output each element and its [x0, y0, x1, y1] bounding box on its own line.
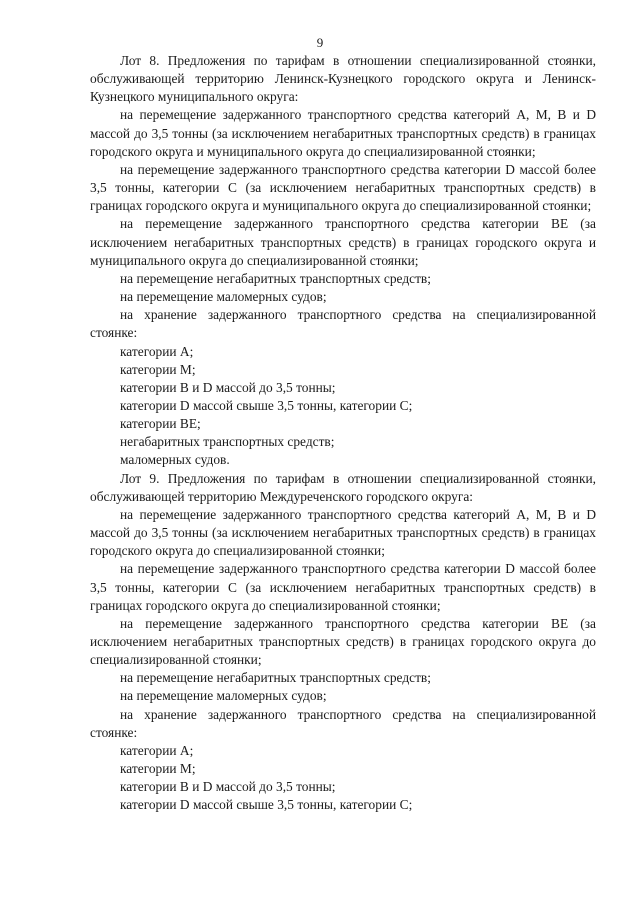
list-item: на перемещение маломерных судов; [120, 289, 327, 305]
list-item: на перемещение негабаритных транспортных средств; [120, 670, 431, 686]
list-item: на перемещение задержанного транспортного средства категории D массой более 3,5 тонны, категории C (за исключением негабаритных транспортных средств) в границах городского округа до специализированной стоянки; [90, 561, 596, 613]
list-item: на перемещение задержанного транспортного средства категорий A, M, B и D массой до 3,5 тонны (за исключением негабаритных транспортных средств) в границах городского округа до специализированной стоянки; [90, 506, 596, 559]
list-item: категории D массой свыше 3,5 тонны, категории C; [120, 797, 413, 813]
list-item: на перемещение задержанного транспортного средства категорий A, M, B и D массой до 3,5 тонны (за исключением негабаритных транспортных средств) в границах городского округа и муниципального округа до специализированной стоянки; [90, 107, 596, 159]
list-item: на хранение задержанного транспортного средства на специализированной стоянке: [90, 307, 596, 341]
list-item: на перемещение негабаритных транспортных средств; [120, 270, 431, 286]
list-item: маломерных судов. [120, 452, 230, 468]
list-item: на перемещение маломерных судов; [120, 688, 327, 704]
list-item: категории A; [120, 742, 194, 758]
list-item: категории M; [120, 761, 196, 777]
list-item: на перемещение задержанного транспортного средства категории D массой более 3,5 тонны, категории C (за исключением негабаритных транспортных средств) в границах городского округа и муниципального округа до специализированной стоянки; [90, 161, 596, 214]
list-item: категории B и D массой до 3,5 тонны; [120, 379, 336, 395]
list-item: категории D массой свыше 3,5 тонны, категории C; [120, 397, 413, 413]
lot-8-heading: Лот 8. Предложения по тарифам в отношении специализированной стоянки, обслуживающей территорию Ленинск-Кузнецкого городского округа и Ленинск-Кузнецкого муниципального округа: [90, 53, 596, 105]
lot-9-heading: Лот 9. Предложения по тарифам в отношении специализированной стоянки, обслуживающей территорию Междуреченского городского округа: [90, 470, 596, 504]
list-item: негабаритных транспортных средств; [120, 434, 335, 450]
list-item: категории M; [120, 361, 196, 377]
list-item: категории BE; [120, 416, 201, 432]
document-body [90, 52, 596, 815]
list-item: категории B и D массой до 3,5 тонны; [120, 779, 336, 795]
list-item: на перемещение задержанного транспортного средства категории BE (за исключением негабаритных транспортных средств) в границах городского округа и муниципального округа до специализированной стоянки; [90, 216, 596, 268]
page-number: 9 [316, 35, 324, 50]
list-item: на хранение задержанного транспортного средства на специализированной стоянке: [90, 706, 596, 740]
list-item: на перемещение задержанного транспортного средства категории BE (за исключением негабаритных транспортных средств) в границах городского округа до специализированной стоянки; [90, 615, 596, 668]
list-item: категории A; [120, 343, 194, 359]
